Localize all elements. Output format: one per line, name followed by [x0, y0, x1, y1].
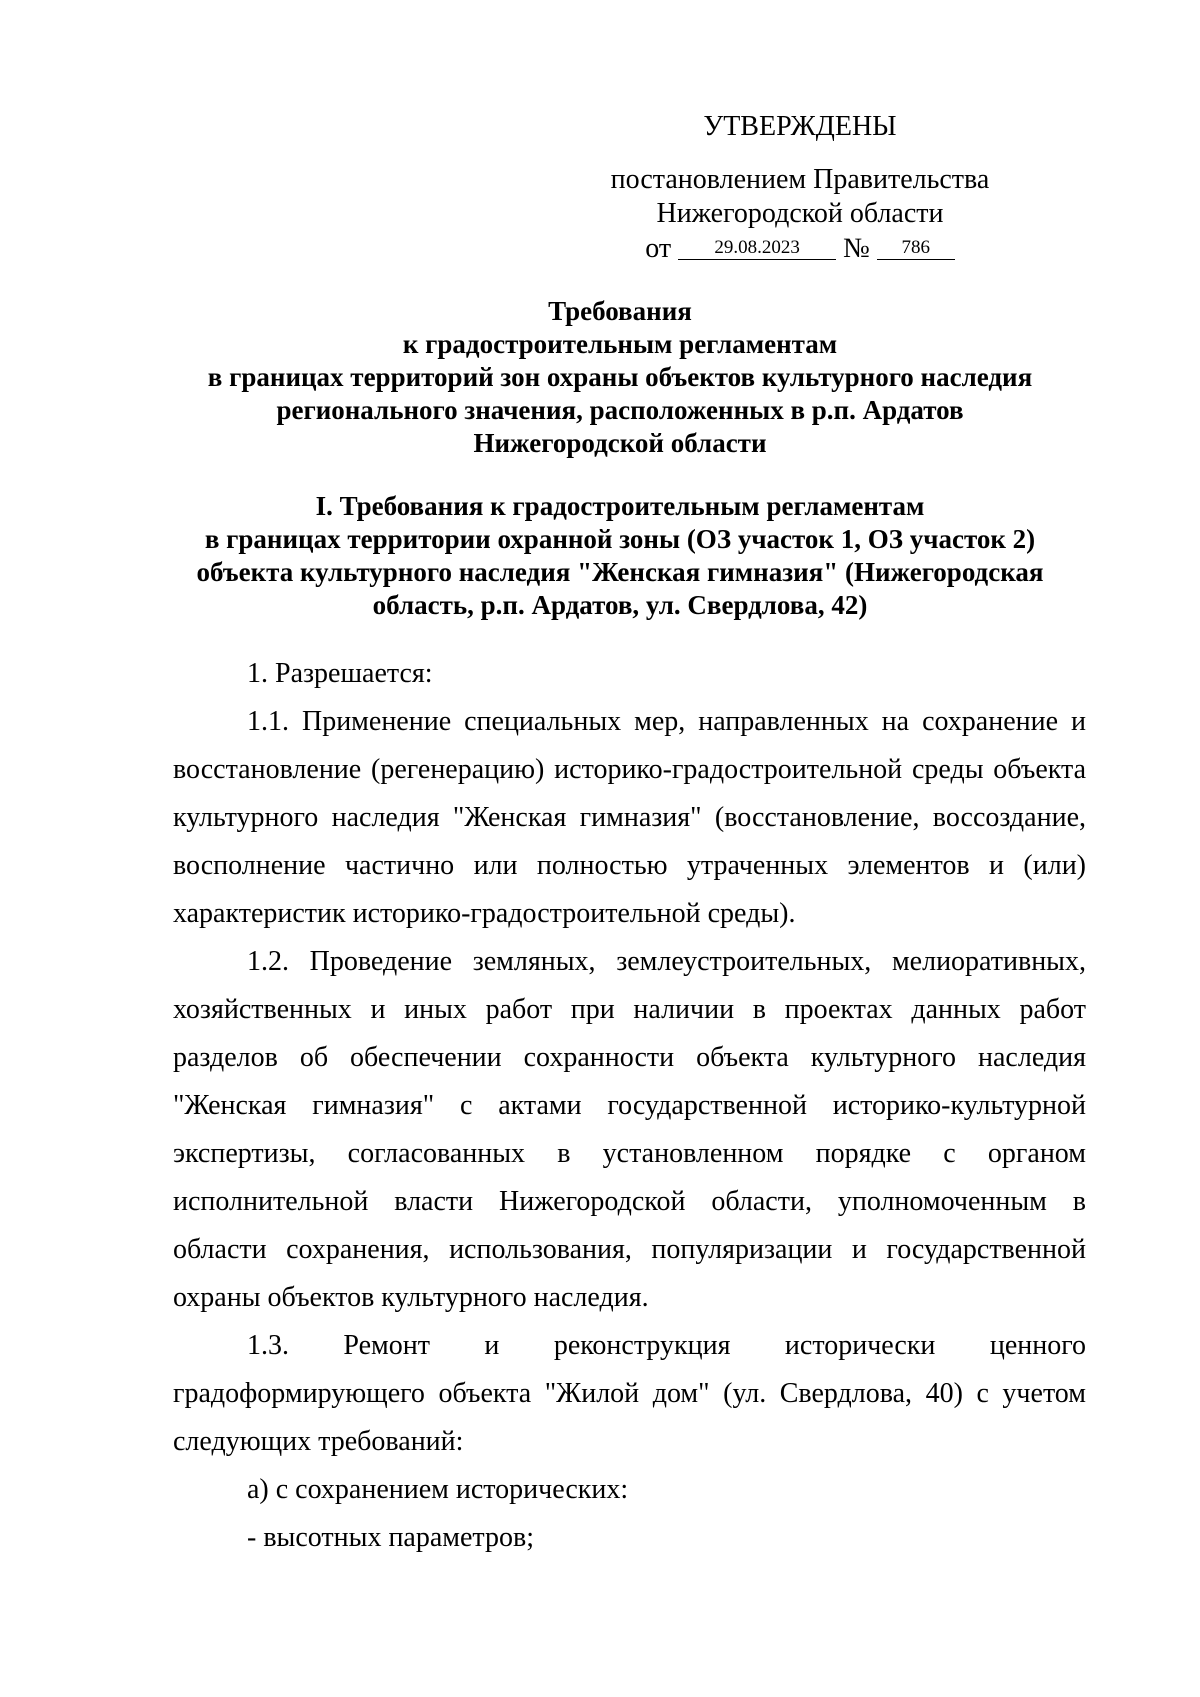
title-line: Требования: [548, 296, 692, 326]
number-sign: №: [843, 233, 870, 264]
paragraph-1-3: 1.3. Ремонт и реконструкция исторически ценного градоформирующего объекта "Жилой дом" (ул. Свердлова, 40) с учетом следующих требований:: [173, 1330, 1086, 1457]
paragraph-1-1: 1.1. Применение специальных мер, направленных на сохранение и восстановление (регенерацию) историко-градостроительной среды объекта культурного наследия "Женская гимназия" (восстановление, воссоздание, восполнение частично или полностью утраченных элементов и (или) характеристик историко-градостроительной среды).: [173, 706, 1086, 929]
section-heading-line: в границах территории охранной зоны (ОЗ участок 1, ОЗ участок 2): [204, 524, 1036, 554]
title-line: регионального значения, расположенных в р.п. Ардатов: [276, 395, 964, 425]
document-title: [160, 295, 1080, 460]
paragraph-1-2: 1.2. Проведение земляных, землеустроительных, мелиоративных, хозяйственных и иных работ при наличии в проектах данных работ разделов об обеспечении сохранности объекта культурного наследия "Женская гимназия" с актами государственной историко-культурной экспертизы, согласованных в установленном порядке с органом исполнительной власти Нижегородской области, уполномоченным в области сохранения, использования, популяризации и государственной охраны объектов культурного наследия.: [173, 946, 1086, 1313]
approval-date: 29.08.2023: [678, 237, 836, 260]
section-heading: [160, 490, 1080, 622]
title-line: к градостроительным регламентам: [402, 329, 838, 359]
approval-issuer-line2: Нижегородской области: [656, 198, 944, 229]
approval-issuer-line1: постановлением Правительства: [610, 164, 990, 195]
paragraph-dash-item: - высотных параметров;: [247, 1522, 535, 1553]
section-heading-line: объекта культурного наследия "Женская гимназия" (Нижегородская: [196, 557, 1044, 587]
paragraph-subitem-a: а) с сохранением исторических:: [247, 1474, 629, 1505]
approval-number: 786: [877, 237, 955, 260]
section-heading-line: I. Требования к градостроительным регламентам: [315, 491, 925, 521]
approval-title: УТВЕРЖДЕНЫ: [703, 111, 897, 142]
title-line: в границах территорий зон охраны объектов культурного наследия: [207, 362, 1033, 392]
title-line: Нижегородской области: [473, 428, 767, 458]
date-prefix: от: [645, 233, 672, 264]
document-body: [173, 650, 1086, 1562]
section-heading-line: область, р.п. Ардатов, ул. Свердлова, 42): [372, 590, 868, 620]
approval-date-number-line: [600, 232, 1000, 266]
paragraph-allowed: 1. Разрешается:: [247, 658, 433, 689]
